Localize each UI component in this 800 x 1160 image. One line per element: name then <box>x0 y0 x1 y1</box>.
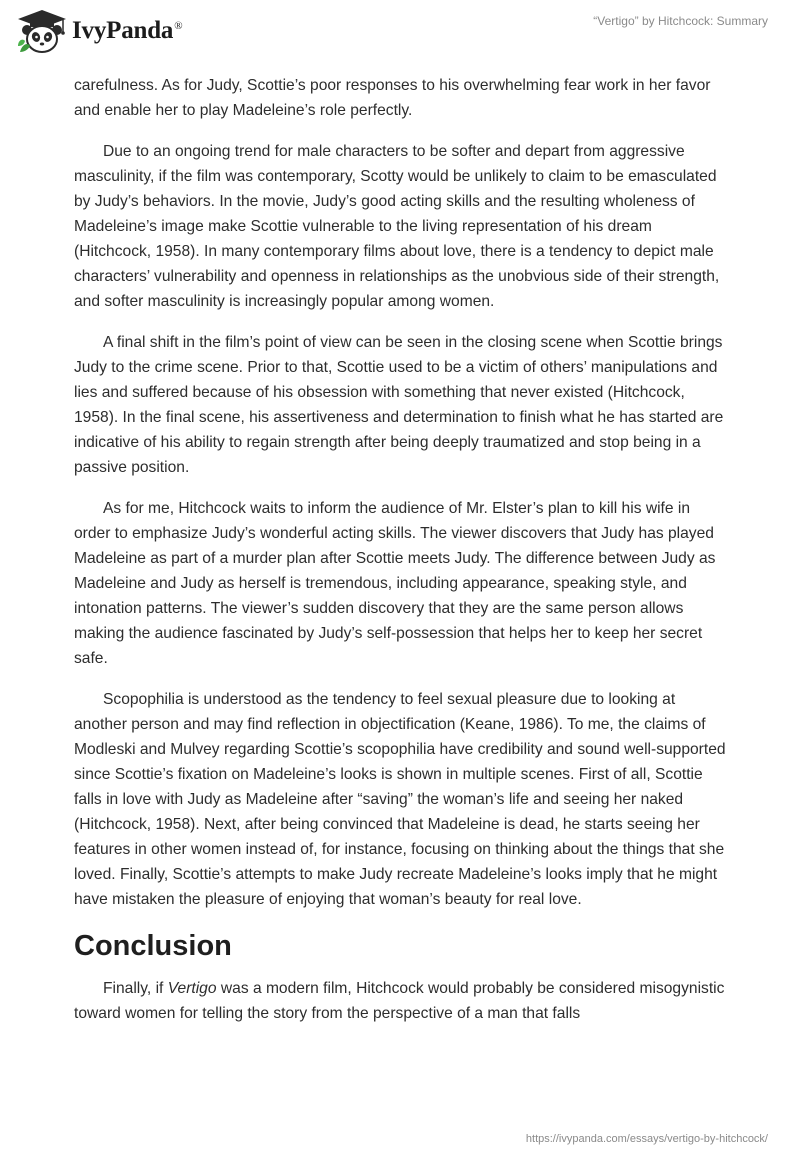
panda-graduate-icon <box>14 8 70 54</box>
document-title: “Vertigo” by Hitchcock: Summary <box>593 14 768 28</box>
source-url[interactable]: https://ivypanda.com/essays/vertigo-by-hitchcock/ <box>525 1133 768 1145</box>
page-header <box>0 0 800 62</box>
essay-content <box>74 73 726 1042</box>
film-title-italic: Vertigo <box>167 980 217 997</box>
paragraph-4: As for me, Hitchcock waits to inform the audience of Mr. Elster’s plan to kill his wife in order to emphasize Judy’s wonderful acting skills. The viewer discovers that Judy has played Madeleine as part of a murder plan after Scottie meets Judy. The difference between Judy as Madeleine and Judy as herself is tremendous, including appearance, speaking style, and intonation patterns. The viewer’s sudden discovery that they are the same person allows making the audience fascinated by Judy’s self-possession that helps her to keep her secret safe. <box>74 500 716 667</box>
brand-name: IvyPanda® <box>72 17 183 44</box>
paragraph-2: Due to an ongoing trend for male characters to be softer and depart from aggressive masculinity, if the film was contemporary, Scotty would be unlikely to claim to be emasculated by Judy’s behaviors. In the movie, Judy’s good acting skills and the resulting wholeness of Madeleine’s image make Scottie vulnerable to the living representation of his dream (Hitchcock, 1958). In many contemporary films about love, there is a tendency to depict male characters’ vulnerability and openness in relationships as the unobvious side of their strength, and softer masculinity is increasingly popular among women. <box>74 143 720 310</box>
paragraph-3: A final shift in the film’s point of view can be seen in the closing scene when Scottie brings Judy to the crime scene. Prior to that, Scottie used to be a victim of others’ manipulations and lies and suffered because of his obsession with something that never existed (Hitchcock, 1958). In the final scene, his assertiveness and determination to finish what he has started are indicative of his ability to regain strength after being deeply traumatized and stop being in a passive position. <box>74 334 724 476</box>
paragraph-5: Scopophilia is understood as the tendency to feel sexual pleasure due to looking at another person and may find reflection in objectification (Keane, 1986). To me, the claims of Modleski and Mulvey regarding Scottie’s scopophilia have credibility and sound well-supported since Scottie’s fixation on Madeleine’s looks is shown in multiple scenes. First of all, Scottie falls in love with Judy as Madeleine after “saving” the woman’s life and seeing her naked (Hitchcock, 1958). Next, after being convinced that Madeleine is dead, he starts seeing her features in other women instead of, for instance, focusing on thinking about the things that she loved. Finally, Scottie’s attempts to make Judy recreate Madeleine’s looks imply that he might have mistaken the pleasure of enjoying that woman’s beauty for real love. <box>74 691 726 908</box>
conclusion-heading: Conclusion <box>74 930 232 962</box>
brand-logo[interactable] <box>14 8 182 54</box>
paragraph-1: carefulness. As for Judy, Scottie’s poor responses to his overwhelming fear work in her favor and enable her to play Madeleine’s role perfectly. <box>74 77 711 119</box>
paragraph-6: Finally, if Vertigo was a modern film, Hitchcock would probably be considered misogynistic toward women for telling the story from the perspective of a man that falls <box>74 980 725 1022</box>
